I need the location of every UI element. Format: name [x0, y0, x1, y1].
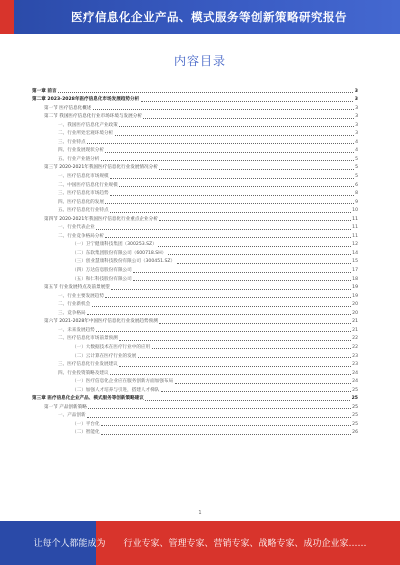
toc-entry-page: 4 — [355, 139, 358, 145]
toc-leader-dots — [175, 383, 351, 384]
toc-entry-page: 25 — [351, 396, 358, 402]
toc-entry[interactable] — [32, 231, 358, 240]
toc-entry-page: 19 — [352, 293, 358, 299]
toc-entry-label: 第三章 医疗信息化企业产品、模式服务等创新策略建议 — [32, 396, 144, 402]
toc-entry-label: （三）创业慧康科技股份有限公司（300451.SZ） — [72, 259, 176, 265]
toc-entry-page: 3 — [355, 131, 358, 137]
toc-entry-label: （一）平台化 — [72, 421, 100, 427]
toc-entry-page: 3 — [355, 122, 358, 128]
toc-entry-label: 第五节 行业发展特点及前景展望 — [44, 285, 110, 291]
toc-entry-label: （一）卫宁健康科技集团（300253.SZ） — [72, 242, 157, 248]
toc-entry-page: 4 — [355, 148, 358, 154]
toc-entry-page: 11 — [352, 216, 358, 222]
toc-leader-dots — [177, 263, 351, 264]
toc-leader-dots — [88, 408, 350, 409]
toc-entry-page: 25 — [352, 404, 358, 410]
toc-entry-page: 25 — [352, 387, 358, 393]
toc-leader-dots — [96, 229, 350, 230]
toc-entry-page: 3 — [355, 105, 358, 111]
toc-entry-page: 20 — [352, 302, 358, 308]
toc-entry-label: 二、行业新机会 — [58, 302, 91, 308]
footer-slogan-right: 行业专家、管理专家、营销专家、战略专家、成功企业家…… — [123, 539, 367, 549]
toc-entry-label: 三、竞争格局 — [58, 310, 86, 316]
toc-entry-page: 15 — [352, 259, 358, 265]
toc-entry-page: 11 — [352, 233, 358, 239]
toc-entry-page: 6 — [355, 182, 358, 188]
toc-entry[interactable] — [32, 283, 358, 292]
toc-leader-dots — [168, 254, 351, 255]
toc-entry[interactable] — [32, 206, 358, 215]
toc-entry[interactable] — [32, 265, 358, 274]
toc-leader-dots — [138, 357, 351, 358]
toc-leader-dots — [111, 289, 350, 290]
toc-entry-page: 11 — [352, 225, 358, 231]
toc-leader-dots — [119, 366, 350, 367]
toc-entry-label: 第二章 2023-2028年医疗信息化市场发展趋势分析 — [32, 97, 140, 103]
toc-entry[interactable] — [32, 317, 358, 326]
toc-entry-page: 10 — [352, 208, 358, 214]
toc-leader-dots — [145, 400, 350, 401]
toc-leader-dots — [105, 203, 353, 204]
page-number: 1 — [198, 510, 202, 516]
toc-entry[interactable] — [32, 419, 358, 428]
toc-entry[interactable] — [32, 163, 358, 172]
toc-entry-label: 第一节 产品创新策略 — [44, 404, 87, 410]
toc-entry[interactable] — [32, 394, 358, 403]
toc-entry[interactable] — [32, 411, 358, 420]
report-title: 医疗信息化企业产品、模式服务等创新策略研究报告 — [71, 10, 347, 24]
toc-entry-label: 二、中国医疗信息化行业规模 — [58, 182, 118, 188]
toc-entry[interactable] — [32, 154, 358, 163]
toc-entry-label: （四）万达信息股份有限公司 — [72, 268, 132, 274]
toc-entry[interactable] — [32, 291, 358, 300]
toc-entry[interactable] — [32, 103, 358, 112]
toc-entry-page: 9 — [355, 199, 358, 205]
toc-entry-label: 三、行业特点 — [58, 139, 86, 145]
toc-entry[interactable] — [32, 428, 358, 437]
toc-entry-label: （一）大数据技术在医疗行业中的应用 — [72, 344, 151, 350]
toc-leader-dots — [110, 212, 351, 213]
toc-leader-dots — [110, 178, 354, 179]
toc-leader-dots — [105, 152, 353, 153]
toc-entry[interactable] — [32, 223, 358, 232]
toc-entry-page: 3 — [354, 97, 358, 103]
toc-entry-label: （二）加强人才培养与引进，搭建人才梯队 — [72, 387, 160, 393]
toc-entry-label: 一、未来发展趋势 — [58, 327, 95, 333]
toc-leader-dots — [152, 348, 351, 349]
toc-leader-dots — [159, 220, 350, 221]
toc-entry-page: 5 — [355, 156, 358, 162]
toc-leader-dots — [110, 195, 354, 196]
toc-entry[interactable] — [32, 86, 358, 95]
toc-entry[interactable] — [32, 257, 358, 266]
toc-leader-dots — [87, 314, 351, 315]
toc-leader-dots — [87, 417, 351, 418]
toc-entry-page: 22 — [352, 336, 358, 342]
toc-entry[interactable] — [32, 342, 358, 351]
toc-heading: 内容目录 — [173, 54, 226, 68]
toc-entry[interactable] — [32, 300, 358, 309]
toc-leader-dots — [58, 92, 353, 93]
toc-entry[interactable] — [32, 334, 358, 343]
toc-leader-dots — [101, 160, 354, 161]
toc-entry[interactable] — [32, 129, 358, 138]
toc-entry-page: 20 — [352, 310, 358, 316]
toc-entry-page: 12 — [352, 242, 358, 248]
toc-entry-label: 五、行业产业链分析 — [58, 156, 100, 162]
toc-leader-dots — [133, 280, 350, 281]
toc-entry-label: 第六节 2021-2028年中国医疗信息化行业发展趋势预测 — [44, 319, 158, 325]
toc-entry-page: 3 — [354, 88, 358, 94]
toc-entry[interactable] — [32, 325, 358, 334]
toc-entry-label: 第一节 医疗信息化概述 — [44, 105, 92, 111]
toc-leader-dots — [141, 101, 354, 102]
toc-entry-page: 23 — [352, 362, 358, 368]
toc-leader-dots — [158, 246, 350, 247]
toc-entry-label: （一）医疗信息化企业应在服务创新方面加强布局 — [72, 379, 174, 385]
toc-entry-page: 8 — [355, 191, 358, 197]
toc-entry[interactable] — [32, 248, 358, 257]
toc-entry-page: 26 — [352, 430, 358, 436]
toc-entry-label: 第三节 2020-2021年我国医疗信息化行业发展情况分析 — [44, 165, 158, 171]
toc-entry-page: 22 — [352, 344, 358, 350]
toc-entry-page: 21 — [352, 319, 358, 325]
toc-entry-label: 第一章 前言 — [32, 88, 57, 94]
toc-entry-page: 5 — [355, 165, 358, 171]
toc-entry-page: 25 — [352, 421, 358, 427]
toc-entry-label: （五）和仁科技股份有限公司 — [72, 276, 132, 282]
toc-entry-label: 五、医疗信息化行业特点 — [58, 208, 109, 214]
toc-leader-dots — [119, 186, 353, 187]
toc-entry-label: 二、医疗信息化市场前景预测 — [58, 336, 118, 342]
footer-slogan — [0, 536, 400, 549]
toc-entry-label: 第二节 我国医疗信息化行业市场环境与发展分析 — [44, 114, 142, 120]
toc-leader-dots — [101, 434, 351, 435]
toc-entry[interactable] — [32, 385, 358, 394]
toc-leader-dots — [87, 143, 353, 144]
toc-entry[interactable] — [32, 368, 358, 377]
toc-entry-page: 5 — [355, 174, 358, 180]
toc-entry-label: 第四节 2020-2021年我国医疗信息化行业重点企业分析 — [44, 216, 158, 222]
toc-entry-page: 18 — [352, 276, 358, 282]
toc-entry-label: （二）东软集团股份有限公司（600718.SH） — [72, 250, 167, 256]
toc-leader-dots — [105, 297, 350, 298]
toc-entry[interactable] — [32, 274, 358, 283]
table-of-contents — [32, 86, 358, 436]
toc-leader-dots — [96, 331, 350, 332]
toc-entry[interactable] — [32, 240, 358, 249]
toc-entry[interactable] — [32, 197, 358, 206]
toc-leader-dots — [101, 425, 351, 426]
page-header — [0, 0, 400, 34]
toc-entry-page: 3 — [355, 114, 358, 120]
toc-entry-label: （二）智能化 — [72, 430, 100, 436]
toc-entry[interactable] — [32, 377, 358, 386]
toc-entry-label: 一、产品创新 — [58, 413, 86, 419]
toc-entry-label: 一、医疗信息化市场规模 — [58, 174, 109, 180]
toc-leader-dots — [119, 126, 353, 127]
toc-leader-dots — [159, 169, 353, 170]
toc-leader-dots — [115, 135, 354, 136]
toc-entry-page: 17 — [352, 268, 358, 274]
toc-entry-page: 24 — [352, 379, 358, 385]
toc-entry[interactable] — [32, 171, 358, 180]
toc-entry-label: 四、行业投资策略及建议 — [58, 370, 109, 376]
toc-entry-page: 14 — [352, 250, 358, 256]
toc-entry[interactable] — [32, 214, 358, 223]
toc-leader-dots — [119, 340, 350, 341]
toc-leader-dots — [159, 323, 350, 324]
toc-entry[interactable] — [32, 360, 358, 369]
toc-entry[interactable] — [32, 189, 358, 198]
toc-entry[interactable] — [32, 180, 358, 189]
toc-entry-page: 19 — [352, 285, 358, 291]
toc-entry-label: 四、行业发展现状分析 — [58, 148, 104, 154]
toc-entry-label: 二、行业所处宏观环境分析 — [58, 131, 114, 137]
toc-entry[interactable] — [32, 95, 358, 104]
toc-entry-label: 一、行业主要发展趋势 — [58, 293, 104, 299]
toc-entry[interactable] — [32, 112, 358, 121]
toc-entry-label: 一、我国医疗信息化产业政策 — [58, 122, 118, 128]
toc-entry-page: 21 — [352, 327, 358, 333]
toc-entry[interactable] — [32, 402, 358, 411]
toc-entry[interactable] — [32, 308, 358, 317]
toc-entry[interactable] — [32, 351, 358, 360]
toc-entry-page: 23 — [352, 353, 358, 359]
toc-entry-label: 三、医疗信息化行业发展建议 — [58, 362, 118, 368]
toc-entry-page: 24 — [352, 370, 358, 376]
toc-leader-dots — [133, 272, 350, 273]
toc-entry-page: 25 — [352, 413, 358, 419]
header-accent-bar — [0, 0, 14, 34]
toc-leader-dots — [92, 306, 351, 307]
toc-entry[interactable] — [32, 137, 358, 146]
toc-leader-dots — [105, 237, 350, 238]
toc-entry-label: 四、医疗信息化的发展 — [58, 199, 104, 205]
toc-entry-label: 一、行业代表企业 — [58, 225, 95, 231]
toc-leader-dots — [93, 109, 354, 110]
toc-entry-label: 三、医疗信息化市场趋势 — [58, 191, 109, 197]
toc-leader-dots — [143, 118, 353, 119]
footer-slogan-left: 让每个人都能成为 — [33, 539, 106, 549]
toc-entry-label: （二）云计算在医疗行业的发展 — [72, 353, 137, 359]
toc-leader-dots — [110, 374, 351, 375]
page-footer — [0, 521, 400, 565]
toc-entry[interactable] — [32, 146, 358, 155]
toc-entry-label: 二、行业竞争格局分析 — [58, 233, 104, 239]
toc-entry[interactable] — [32, 120, 358, 129]
toc-leader-dots — [161, 391, 351, 392]
